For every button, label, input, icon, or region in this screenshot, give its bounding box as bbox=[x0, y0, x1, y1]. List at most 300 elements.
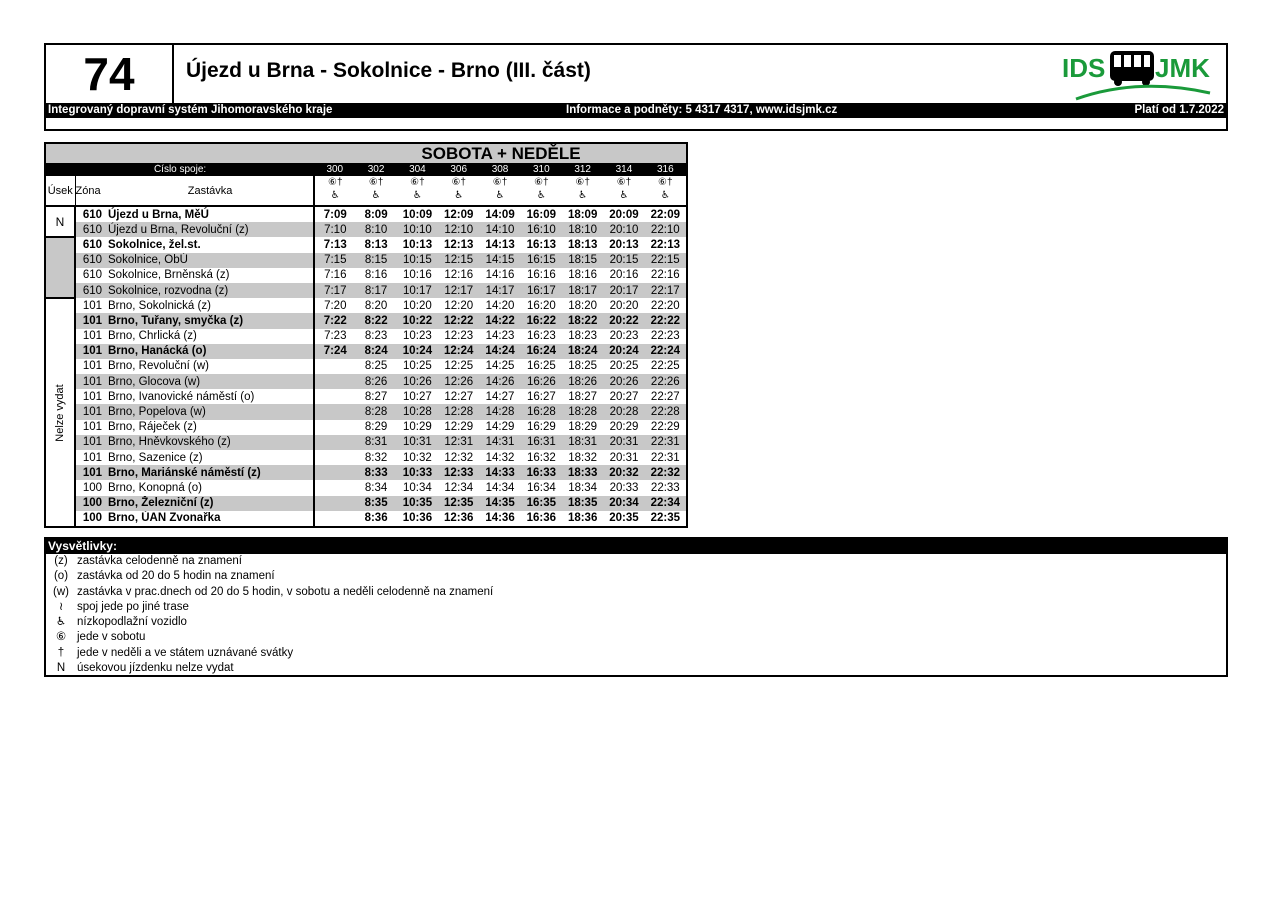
legend-item bbox=[46, 646, 1226, 661]
departure-time: 7:16 bbox=[314, 268, 355, 283]
departure-time: 18:27 bbox=[568, 390, 598, 403]
departure-time: 8:28 bbox=[355, 404, 396, 419]
departure-time: 10:32 bbox=[403, 451, 432, 464]
departure-time: 18:22 bbox=[562, 313, 603, 328]
departure-time: 8:36 bbox=[364, 512, 388, 525]
departure-time: 10:25 bbox=[403, 360, 432, 373]
legend-text: úsekovou jízdenku nelze vydat bbox=[77, 662, 234, 675]
logo-text-right: JMK bbox=[1155, 53, 1210, 83]
day-label: SOBOTA + NEDĚLE bbox=[46, 144, 686, 164]
departure-time: 10:15 bbox=[397, 253, 438, 268]
departure-time: 20:20 bbox=[609, 299, 639, 312]
departure-time: 10:26 bbox=[397, 374, 438, 389]
stop-zone: 610 bbox=[82, 208, 102, 221]
stop-name: Brno, Glocova (w) bbox=[107, 374, 314, 389]
wheelchair-icon: ♿ bbox=[412, 190, 422, 201]
stop-row bbox=[46, 435, 686, 450]
stop-name: Brno, Mariánské náměstí (z) bbox=[107, 465, 314, 480]
departure-time: 8:26 bbox=[355, 374, 396, 389]
departure-time: 14:23 bbox=[485, 330, 515, 343]
departure-time: 14:16 bbox=[485, 269, 515, 282]
departure-time: 12:24 bbox=[438, 344, 479, 359]
departure-time: 16:36 bbox=[526, 512, 557, 525]
operates-days-icon: ⑥† bbox=[328, 177, 343, 188]
legend-text: zastávka v prac.dnech od 20 do 5 hodin, v sobotu a neděli celodenně na znamení bbox=[77, 585, 494, 598]
departure-time: 10:10 bbox=[397, 222, 438, 237]
stop-row bbox=[46, 404, 686, 419]
logo-text-left: IDS bbox=[1062, 53, 1106, 83]
stop-zone: 101 bbox=[75, 313, 107, 328]
stop-zone: 100 bbox=[82, 512, 102, 525]
stop-row bbox=[46, 450, 686, 465]
stop-zone: 101 bbox=[75, 465, 107, 480]
operates-days-icon: ⑥† bbox=[451, 177, 466, 188]
departure-time: 20:33 bbox=[609, 481, 639, 494]
departure-time: 22:10 bbox=[645, 222, 686, 237]
departure-time: 10:27 bbox=[403, 390, 432, 403]
trip-symbols bbox=[562, 176, 603, 206]
stop-row bbox=[46, 313, 686, 328]
departure-time: 14:15 bbox=[479, 253, 520, 268]
departure-time: 14:20 bbox=[485, 299, 515, 312]
stop-name: Brno, Konopná (o) bbox=[108, 481, 202, 494]
departure-time: 14:26 bbox=[479, 374, 520, 389]
legend-symbol: (z) bbox=[54, 555, 68, 567]
stop-name: Brno, Ráječek (z) bbox=[108, 421, 197, 434]
departure-time: 20:31 bbox=[603, 435, 644, 450]
trip-number: 308 bbox=[479, 164, 520, 176]
departure-time: 22:13 bbox=[650, 238, 681, 251]
legend-item bbox=[46, 585, 1226, 600]
stop-name: Újezd u Brna, MěÚ bbox=[108, 208, 209, 221]
departure-time: 12:26 bbox=[438, 374, 479, 389]
trip-number: 302 bbox=[355, 164, 396, 176]
stop-name: Brno, Hanácká (o) bbox=[107, 344, 314, 359]
departure-time: 16:32 bbox=[526, 451, 556, 464]
wheelchair-icon: ♿ bbox=[495, 190, 505, 201]
wheelchair-icon: ♿ bbox=[660, 190, 670, 201]
legend-symbol: (o) bbox=[53, 570, 69, 583]
departure-time: 16:26 bbox=[521, 374, 562, 389]
departure-time: 18:17 bbox=[562, 283, 603, 298]
stop-row bbox=[46, 222, 686, 237]
departure-time: 8:32 bbox=[364, 451, 388, 464]
departure-time: 18:15 bbox=[562, 253, 603, 268]
departure-time: 8:34 bbox=[364, 481, 388, 494]
col-usek-header: Úsek bbox=[46, 176, 75, 206]
departure-time: 16:31 bbox=[521, 435, 562, 450]
departure-time: 20:28 bbox=[603, 404, 644, 419]
departure-time: 12:15 bbox=[438, 253, 479, 268]
section-n: N bbox=[46, 206, 75, 237]
operates-days-icon: ⑥† bbox=[410, 177, 425, 188]
departure-time: 22:29 bbox=[650, 421, 680, 434]
stop-name: Brno, Tuřany, smyčka (z) bbox=[107, 313, 314, 328]
departure-time: 20:15 bbox=[603, 253, 644, 268]
legend-text: zastávka od 20 do 5 hodin na znamení bbox=[77, 570, 275, 583]
departure-time: 16:25 bbox=[526, 360, 556, 373]
departure-time bbox=[314, 389, 355, 404]
departure-time: 20:22 bbox=[603, 313, 644, 328]
departure-time: 7:17 bbox=[314, 283, 355, 298]
departure-time: 12:23 bbox=[444, 330, 474, 343]
departure-time: 20:25 bbox=[609, 360, 639, 373]
departure-time: 7:24 bbox=[314, 344, 355, 359]
departure-time: 8:16 bbox=[364, 269, 388, 282]
departure-time: 20:32 bbox=[603, 465, 644, 480]
bus-icon bbox=[1110, 51, 1154, 86]
departure-time: 18:20 bbox=[568, 299, 598, 312]
legend-symbol: N bbox=[56, 662, 66, 675]
departure-time: 8:24 bbox=[355, 344, 396, 359]
timetable-header bbox=[44, 43, 1228, 131]
trip-symbols bbox=[603, 176, 644, 206]
trip-symbols bbox=[397, 176, 438, 206]
departure-time: 8:27 bbox=[364, 390, 388, 403]
departure-time: 10:35 bbox=[397, 496, 438, 511]
departure-time: 12:29 bbox=[444, 421, 474, 434]
departure-time: 8:35 bbox=[355, 496, 396, 511]
stop-zone: 101 bbox=[75, 404, 107, 419]
departure-time: 12:36 bbox=[444, 512, 474, 525]
departure-time: 14:09 bbox=[485, 208, 515, 221]
departure-time: 18:23 bbox=[568, 330, 598, 343]
departure-time: 8:31 bbox=[355, 435, 396, 450]
legend-item bbox=[46, 569, 1226, 584]
departure-time: 14:35 bbox=[479, 496, 520, 511]
stop-row bbox=[46, 420, 686, 435]
legend-title: Vysvětlivky: bbox=[46, 539, 1226, 554]
stop-name: Brno, Hněvkovského (z) bbox=[107, 435, 314, 450]
departure-time: 14:22 bbox=[479, 313, 520, 328]
departure-time: 20:13 bbox=[609, 238, 639, 251]
departure-time: 16:15 bbox=[521, 253, 562, 268]
departure-time: 22:26 bbox=[645, 374, 686, 389]
departure-time: 22:23 bbox=[650, 330, 680, 343]
departure-time: 8:13 bbox=[364, 238, 388, 251]
departure-time: 14:28 bbox=[479, 404, 520, 419]
departure-time: 20:16 bbox=[609, 269, 639, 282]
departure-time: 22:35 bbox=[650, 512, 681, 525]
stop-zone: 101 bbox=[75, 374, 107, 389]
departure-time: 10:20 bbox=[403, 299, 432, 312]
departure-time: 18:31 bbox=[562, 435, 603, 450]
trip-number: 316 bbox=[645, 164, 686, 176]
legend-text: jede v sobotu bbox=[77, 631, 146, 644]
operates-days-icon: ⑥† bbox=[616, 177, 632, 188]
departure-time: 22:17 bbox=[645, 283, 686, 298]
trip-number: 314 bbox=[603, 164, 644, 176]
stop-zone: 100 bbox=[75, 496, 107, 511]
stop-row bbox=[46, 329, 686, 344]
departure-time: 20:29 bbox=[609, 421, 639, 434]
departure-time: 20:31 bbox=[609, 451, 639, 464]
departure-time: 8:17 bbox=[355, 283, 396, 298]
departure-time: 16:22 bbox=[521, 313, 562, 328]
stop-zone: 101 bbox=[82, 330, 102, 343]
legend-item bbox=[46, 600, 1226, 615]
stop-row bbox=[46, 298, 686, 313]
stop-zone: 610 bbox=[75, 222, 107, 237]
departure-time: 12:33 bbox=[438, 465, 479, 480]
departure-time: 16:16 bbox=[526, 269, 556, 282]
stop-name: Brno, Železniční (z) bbox=[107, 496, 314, 511]
departure-time: 10:33 bbox=[397, 465, 438, 480]
col-stop-header: Zastávka bbox=[107, 176, 314, 206]
departure-time: 16:20 bbox=[526, 299, 556, 312]
trip-number: 306 bbox=[438, 164, 479, 176]
wheelchair-icon: ♿ bbox=[454, 190, 464, 201]
departure-time: 12:20 bbox=[444, 299, 474, 312]
wheelchair-icon: ♿ bbox=[578, 190, 588, 201]
departure-time: 12:22 bbox=[438, 313, 479, 328]
wheelchair-icon: ♿ bbox=[536, 190, 546, 201]
departure-time: 8:09 bbox=[364, 208, 388, 221]
contact-info: Informace a podněty: 5 4317 4317, www.idsjmk.cz bbox=[566, 104, 838, 116]
departure-time: 10:16 bbox=[403, 269, 432, 282]
departure-time: 18:29 bbox=[568, 421, 598, 434]
departure-time: 10:22 bbox=[397, 313, 438, 328]
stop-zone: 101 bbox=[75, 344, 107, 359]
departure-time: 14:10 bbox=[479, 222, 520, 237]
col-zona-header: Zóna bbox=[75, 176, 107, 206]
stop-name: Brno, Sazenice (z) bbox=[108, 451, 203, 464]
departure-time: 12:13 bbox=[444, 238, 474, 251]
operates-days-icon: ⑥† bbox=[368, 177, 384, 188]
stop-row bbox=[46, 389, 686, 404]
departure-time: 18:09 bbox=[567, 208, 598, 221]
stop-zone: 101 bbox=[82, 299, 102, 312]
departure-time: 7:22 bbox=[314, 313, 355, 328]
departure-time: 16:28 bbox=[521, 404, 562, 419]
legend-text: jede v neděli a ve státem uznávané svátky bbox=[77, 646, 294, 659]
departure-time bbox=[314, 511, 355, 526]
stop-row bbox=[46, 465, 686, 480]
section-no-ticket-label: Nelze vydat bbox=[54, 383, 66, 442]
departure-time: 22:32 bbox=[645, 465, 686, 480]
stop-row bbox=[46, 237, 686, 252]
stop-name: Brno, ÚAN Zvonařka bbox=[108, 512, 221, 525]
departure-time: 16:09 bbox=[526, 208, 557, 221]
departure-time: 10:13 bbox=[402, 238, 433, 251]
departure-time: 14:24 bbox=[479, 344, 520, 359]
stop-row bbox=[46, 511, 686, 526]
departure-time: 22:09 bbox=[650, 208, 681, 221]
stop-name: Brno, Popelova (w) bbox=[107, 404, 314, 419]
departure-time: 18:28 bbox=[562, 404, 603, 419]
departure-time: 14:29 bbox=[485, 421, 515, 434]
departure-time: 12:34 bbox=[444, 481, 474, 494]
departure-time: 16:33 bbox=[521, 465, 562, 480]
legend-item bbox=[46, 630, 1226, 645]
legend-symbol: ≀ bbox=[58, 600, 64, 613]
ids-jmk-logo bbox=[1058, 47, 1218, 101]
departure-time: 12:35 bbox=[438, 496, 479, 511]
departure-time: 12:27 bbox=[444, 390, 474, 403]
departure-time: 20:34 bbox=[603, 496, 644, 511]
stop-name: Sokolnice, ObÚ bbox=[107, 253, 314, 268]
departure-time: 18:25 bbox=[568, 360, 598, 373]
departure-time: 22:33 bbox=[650, 481, 680, 494]
departure-time bbox=[314, 435, 355, 450]
operates-days-icon: ⑥† bbox=[492, 177, 508, 188]
departure-time: 22:31 bbox=[650, 451, 680, 464]
stop-zone: 101 bbox=[82, 390, 102, 403]
stop-zone: 101 bbox=[82, 421, 102, 434]
stop-name: Brno, Revoluční (w) bbox=[108, 360, 209, 373]
timetable-grid bbox=[46, 164, 686, 526]
departure-time: 16:13 bbox=[526, 238, 557, 251]
stop-row bbox=[46, 480, 686, 495]
departure-time: 22:20 bbox=[650, 299, 680, 312]
departure-time: 12:32 bbox=[444, 451, 474, 464]
departure-time: 16:23 bbox=[526, 330, 556, 343]
departure-time: 14:31 bbox=[479, 435, 520, 450]
departure-time: 12:28 bbox=[438, 404, 479, 419]
departure-time: 7:23 bbox=[314, 329, 355, 344]
departure-time: 16:10 bbox=[521, 222, 562, 237]
departure-time: 12:16 bbox=[444, 269, 474, 282]
operates-days-icon: ⑥† bbox=[658, 177, 673, 188]
trip-symbols bbox=[521, 176, 562, 206]
departure-time: 22:27 bbox=[650, 390, 680, 403]
departure-time: 20:09 bbox=[609, 208, 639, 221]
departure-time bbox=[314, 374, 355, 389]
stop-name: Brno, Sokolnická (z) bbox=[108, 299, 211, 312]
departure-time: 20:35 bbox=[609, 512, 639, 525]
departure-time bbox=[314, 359, 355, 374]
departure-time: 16:17 bbox=[521, 283, 562, 298]
departure-time bbox=[314, 450, 355, 465]
trip-symbols bbox=[479, 176, 520, 206]
legend-symbol: † bbox=[57, 646, 65, 659]
departure-time: 14:17 bbox=[479, 283, 520, 298]
departure-time: 20:26 bbox=[603, 374, 644, 389]
stop-row bbox=[46, 374, 686, 389]
departure-time: 16:29 bbox=[526, 421, 556, 434]
departure-time: 8:20 bbox=[364, 299, 388, 312]
stop-zone: 100 bbox=[82, 481, 102, 494]
departure-time: 7:10 bbox=[314, 222, 355, 237]
stop-zone: 610 bbox=[82, 269, 102, 282]
legend-symbol: ⑥ bbox=[55, 631, 67, 644]
departure-time: 22:22 bbox=[645, 313, 686, 328]
section-no-ticket bbox=[46, 298, 75, 526]
departure-time: 16:24 bbox=[521, 344, 562, 359]
system-name: Integrovaný dopravní systém Jihomoravského kraje bbox=[48, 104, 333, 116]
departure-time: 20:27 bbox=[609, 390, 639, 403]
stop-row bbox=[46, 359, 686, 374]
departure-time bbox=[314, 404, 355, 419]
departure-time: 7:20 bbox=[314, 298, 355, 313]
trip-symbols bbox=[645, 176, 686, 206]
departure-time: 22:31 bbox=[645, 435, 686, 450]
stop-zone: 101 bbox=[82, 451, 102, 464]
trip-number-row bbox=[46, 164, 686, 176]
departure-time: 18:10 bbox=[562, 222, 603, 237]
departure-time: 18:35 bbox=[562, 496, 603, 511]
legend-text: zastávka celodenně na znamení bbox=[77, 555, 242, 567]
departure-time: 14:13 bbox=[485, 238, 515, 251]
departure-time: 8:22 bbox=[355, 313, 396, 328]
stop-row bbox=[46, 283, 686, 298]
departure-time: 7:15 bbox=[314, 253, 355, 268]
legend-symbol: (w) bbox=[53, 585, 69, 598]
stop-zone: 101 bbox=[82, 360, 102, 373]
departure-time: 22:15 bbox=[645, 253, 686, 268]
departure-time: 14:27 bbox=[485, 390, 515, 403]
departure-time: 20:24 bbox=[603, 344, 644, 359]
legend-item bbox=[46, 661, 1226, 676]
departure-time: 22:24 bbox=[645, 344, 686, 359]
departure-time bbox=[314, 480, 355, 495]
stop-name: Sokolnice, Brněnská (z) bbox=[108, 269, 230, 282]
departure-time: 14:25 bbox=[485, 360, 515, 373]
departure-time: 18:13 bbox=[567, 238, 598, 251]
departure-time: 10:17 bbox=[397, 283, 438, 298]
symbol-row bbox=[46, 176, 686, 206]
stop-zone: 610 bbox=[82, 238, 102, 251]
departure-time: 12:25 bbox=[444, 360, 474, 373]
departure-time: 20:17 bbox=[603, 283, 644, 298]
departure-time: 14:32 bbox=[485, 451, 515, 464]
departure-time: 12:31 bbox=[438, 435, 479, 450]
departure-time: 7:13 bbox=[314, 237, 355, 252]
departure-time: 8:23 bbox=[364, 330, 388, 343]
departure-time: 18:36 bbox=[567, 512, 598, 525]
trip-symbols bbox=[438, 176, 479, 206]
departure-time: 18:34 bbox=[568, 481, 598, 494]
legend bbox=[44, 537, 1228, 677]
departure-time: 16:34 bbox=[526, 481, 556, 494]
wheelchair-icon: ♿ bbox=[371, 190, 381, 201]
departure-time: 7:09 bbox=[314, 206, 355, 222]
departure-time: 14:36 bbox=[485, 512, 515, 525]
departure-time: 10:09 bbox=[402, 208, 433, 221]
departure-time: 12:17 bbox=[438, 283, 479, 298]
departure-time: 10:28 bbox=[397, 404, 438, 419]
legend-symbol: ♿ bbox=[55, 616, 67, 629]
stop-name: Sokolnice, žel.st. bbox=[108, 238, 201, 251]
departure-time: 14:33 bbox=[479, 465, 520, 480]
trip-label: Číslo spoje: bbox=[46, 164, 314, 176]
departure-time: 10:24 bbox=[397, 344, 438, 359]
stop-row bbox=[46, 206, 686, 222]
departure-time: 10:34 bbox=[403, 481, 432, 494]
legend-text: nízkopodlažní vozidlo bbox=[77, 616, 187, 629]
departure-time: 12:10 bbox=[438, 222, 479, 237]
stop-name: Brno, Ivanovické náměstí (o) bbox=[108, 390, 255, 403]
departure-time: 22:34 bbox=[645, 496, 686, 511]
legend-text: spoj jede po jiné trase bbox=[77, 600, 189, 613]
trip-symbols bbox=[314, 176, 355, 206]
departure-time bbox=[314, 465, 355, 480]
departure-time: 18:16 bbox=[568, 269, 598, 282]
stop-row bbox=[46, 496, 686, 511]
departure-time: 10:36 bbox=[402, 512, 433, 525]
trip-number: 300 bbox=[314, 164, 355, 176]
departure-time: 14:34 bbox=[485, 481, 515, 494]
departure-time: 22:28 bbox=[645, 404, 686, 419]
departure-time: 22:25 bbox=[650, 360, 680, 373]
stop-row bbox=[46, 253, 686, 268]
departure-time: 18:32 bbox=[568, 451, 598, 464]
trip-number: 312 bbox=[562, 164, 603, 176]
departure-time: 8:25 bbox=[364, 360, 388, 373]
departure-time: 10:23 bbox=[403, 330, 432, 343]
trip-number: 310 bbox=[521, 164, 562, 176]
departure-time: 10:31 bbox=[397, 435, 438, 450]
